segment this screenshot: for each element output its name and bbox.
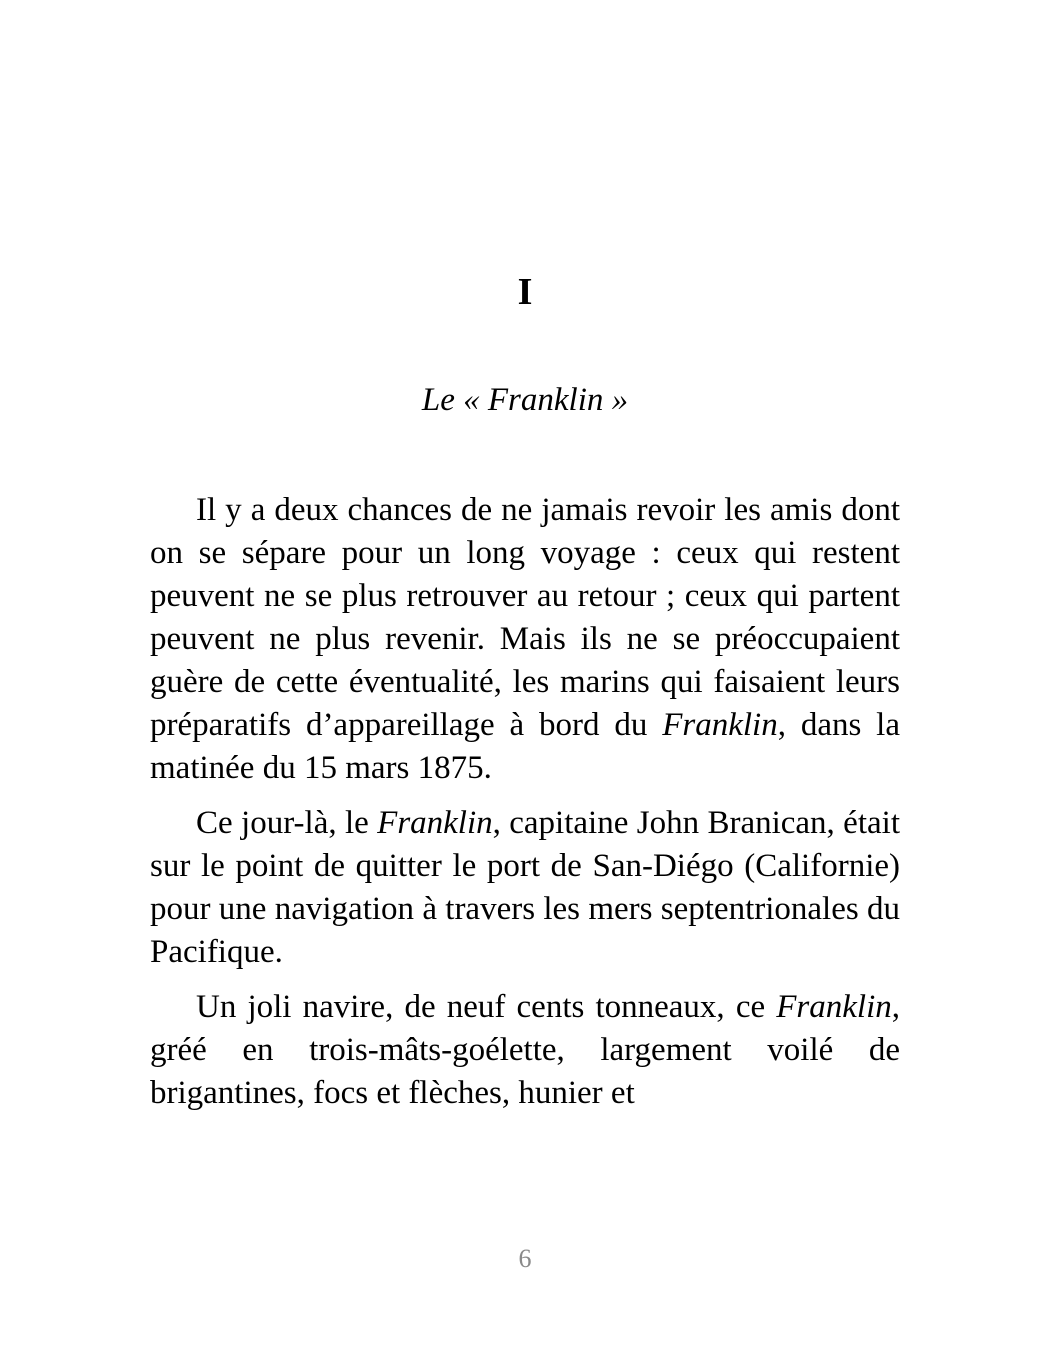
paragraph-text: Un joli navire, de neuf cents tonneaux, ce bbox=[196, 989, 777, 1025]
paragraph-3 bbox=[150, 986, 900, 1115]
paragraph-text: Il y a deux chances de ne jamais revoir les amis dont on se sépare pour un long voyage : ceux qui restent peuvent ne se plus retrouver au retour ; ceux qui partent peuvent ne plus revenir. Mais ils ne se préoccupaient guère de cette éventualité, les marins qui faisaient leurs préparatifs d’appareillage à bord du bbox=[150, 492, 900, 743]
paragraph-text: , dans la matinée du 15 mars 1875. bbox=[150, 707, 900, 786]
paragraph-2 bbox=[150, 802, 900, 974]
paragraph-text: , gréé en trois-mâts-goélette, largement voilé de brigantines, focs et flèches, hunier et bbox=[150, 989, 900, 1111]
ship-name: Franklin bbox=[662, 707, 778, 743]
ship-name: Franklin bbox=[776, 989, 892, 1025]
ship-name: Franklin bbox=[377, 805, 493, 841]
paragraph-1 bbox=[150, 489, 900, 790]
chapter-title: Le « Franklin » bbox=[421, 382, 629, 418]
paragraph-text: , capitaine John Branican, était sur le point de quitter le port de San-Diégo (Californie) pour une navigation à travers les mers septentrionales du Pacifique. bbox=[150, 805, 900, 970]
paragraph-text: Ce jour-là, le bbox=[196, 805, 378, 841]
chapter-body bbox=[150, 489, 900, 1169]
chapter-number: I bbox=[517, 271, 533, 313]
page-number: 6 bbox=[518, 1244, 532, 1273]
